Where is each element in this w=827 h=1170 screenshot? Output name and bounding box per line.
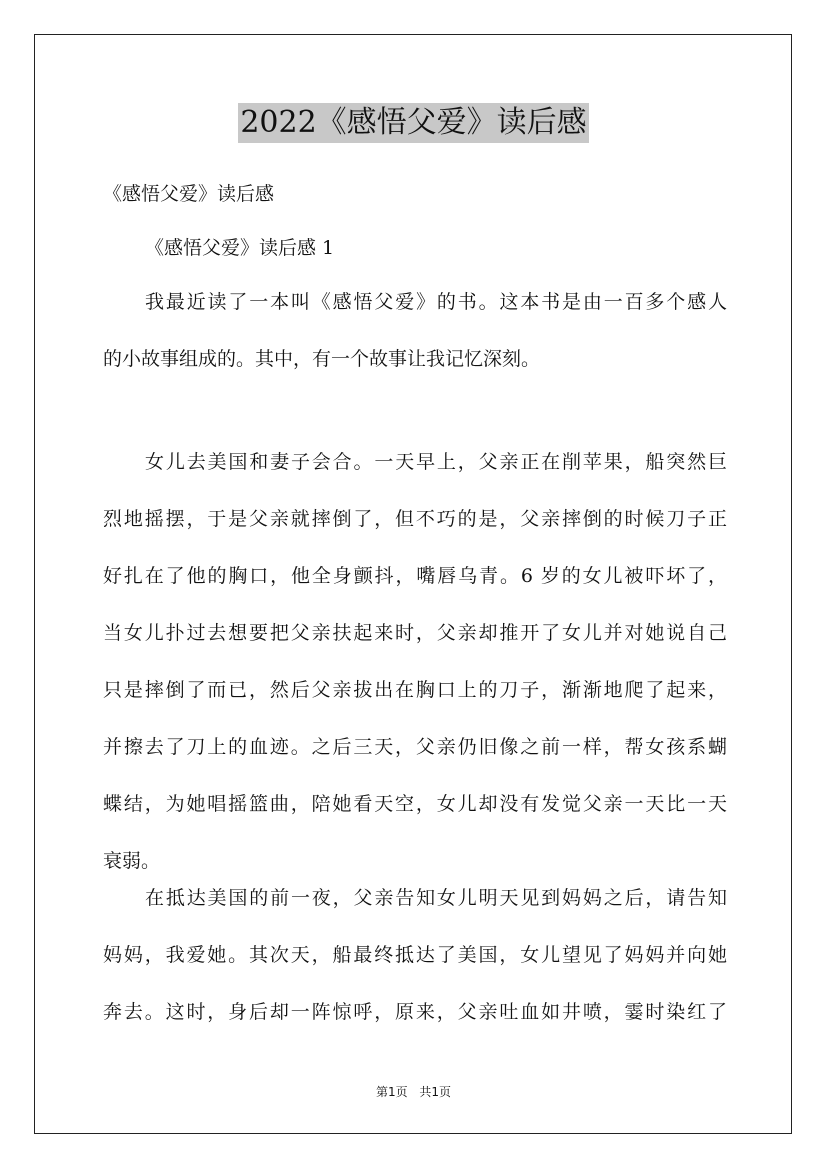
paragraph-1 (103, 290, 727, 404)
paragraph-3 (103, 886, 727, 1057)
paragraph-line: 并擦去了刀上的血迹。之后三天，父亲仍旧像之前一样，帮女孩系蝴 (103, 736, 727, 758)
title-container (0, 103, 827, 143)
paragraph-line: 好扎在了他的胸口，他全身颤抖，嘴唇乌青。6 岁的女儿被吓坏了， (103, 565, 727, 587)
page-footer (0, 1084, 827, 1100)
paragraph-line: 的小故事组成的。其中，有一个故事让我记忆深刻。 (103, 348, 541, 370)
section-heading: 《感悟父爱》读后感 1 (145, 237, 335, 259)
paragraph-line: 我最近读了一本叫《感悟父爱》的书。这本书是由一百多个感人 (145, 291, 727, 313)
document-title: 2022《感悟父爱》读后感 (238, 103, 588, 143)
paragraph-line: 女儿去美国和妻子会合。一天早上，父亲正在削苹果，船突然巨 (145, 451, 727, 473)
paragraph-line: 衰弱。 (103, 850, 161, 872)
paragraph-line: 在抵达美国的前一夜，父亲告知女儿明天见到妈妈之后，请告知 (145, 887, 727, 909)
paragraph-line: 奔去。这时，身后却一阵惊呼，原来，父亲吐血如井喷，霎时染红了 (103, 1001, 727, 1023)
paragraph-line: 当女儿扑过去想要把父亲扶起来时，父亲却推开了女儿并对她说自己 (103, 622, 727, 644)
paragraph-line: 妈妈，我爱她。其次天，船最终抵达了美国，女儿望见了妈妈并向她 (103, 944, 727, 966)
page-number: 第1页 (375, 1085, 408, 1099)
paragraph-line: 烈地摇摆，于是父亲就摔倒了，但不巧的是，父亲摔倒的时候刀子正 (103, 508, 727, 530)
paragraph-line: 蝶结，为她唱摇篮曲，陪她看天空，女儿却没有发觉父亲一天比一天 (103, 793, 727, 815)
paragraph-line: 只是摔倒了而已，然后父亲拔出在胸口上的刀子，渐渐地爬了起来， (103, 679, 727, 701)
paragraph-2 (103, 450, 727, 906)
page-total: 共1页 (419, 1085, 452, 1099)
document-subtitle: 《感悟父爱》读后感 (103, 183, 275, 205)
